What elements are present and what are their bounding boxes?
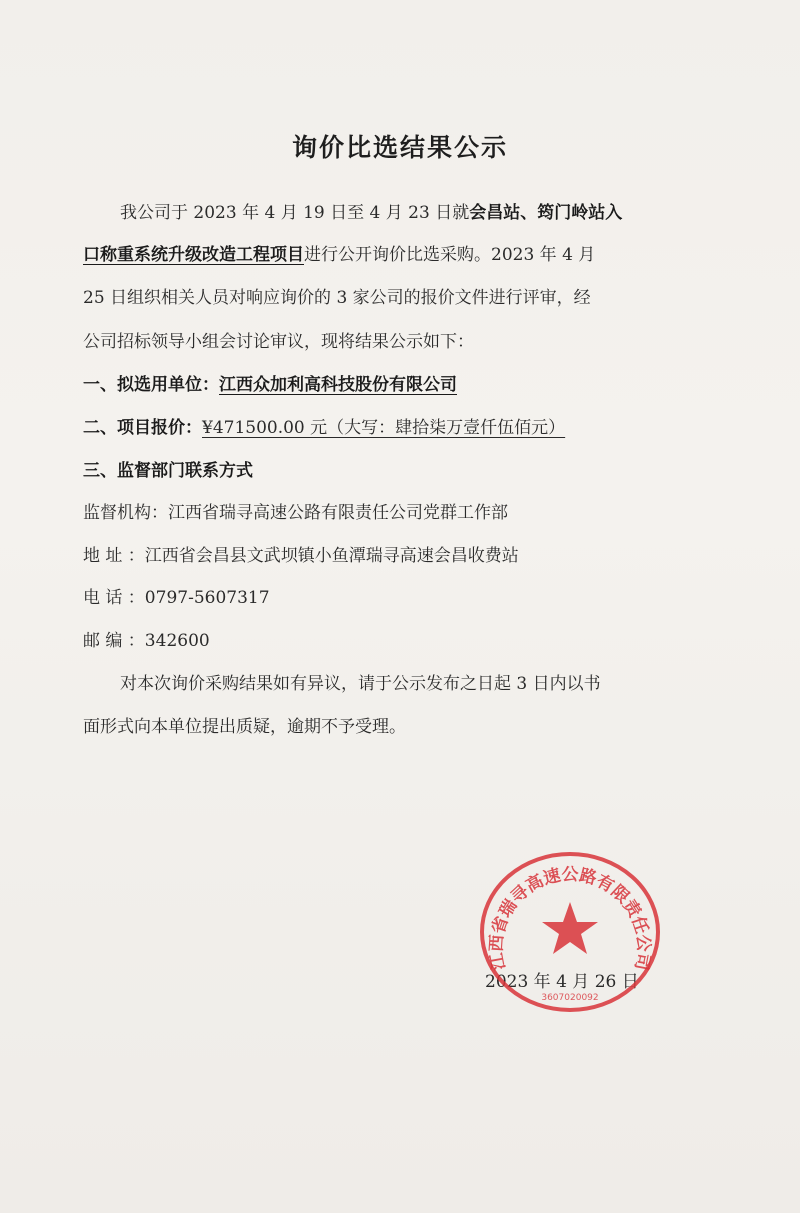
intro-line-1-text: 我公司于 2023 年 4 月 19 日至 4 月 23 日就 (120, 203, 470, 223)
document-title: 询价比选结果公示 (291, 133, 508, 162)
seal-text: 江西省瑞寻高速公路有限责任公司 (486, 865, 654, 972)
project-price-value: ¥471500.00 元（大写：肆拾柒万壹仟伍佰元） (202, 418, 566, 438)
objection-line-1: 对本次询价采购结果如有异议，请于公示发布之日起 3 日内以书 (120, 674, 601, 694)
seal-code: 3607020092 (541, 993, 599, 1003)
item2-label: 二、项目报价： (83, 418, 202, 438)
intro-line-2-text: 进行公开询价比选采购。2023 年 4 月 (304, 245, 596, 265)
intro-line-4: 公司招标领导小组会讨论审议，现将结果公示如下： (83, 332, 474, 352)
document-date: 2023 年 4 月 26 日 (485, 972, 639, 992)
selected-unit-name: 江西众加利高科技股份有限公司 (219, 375, 457, 395)
item-supervision-heading: 三、监督部门联系方式 (83, 461, 253, 481)
intro-line-2 (83, 240, 595, 265)
project-name-part-1: 会昌站、筠门岭站入 (469, 203, 623, 223)
intro-line-1 (120, 198, 622, 223)
company-seal-icon (475, 850, 665, 1015)
project-name-part-2: 口称重系统升级改造工程项目 (83, 245, 304, 265)
objection-line-2: 面形式向本单位提出质疑，逾期不予受理。 (83, 717, 406, 737)
contact-phone: 电 话 ：0797-5607317 (83, 588, 270, 608)
contact-postcode: 邮 编 ：342600 (83, 631, 210, 651)
item-selected-unit (83, 370, 457, 395)
contact-address: 地 址 ：江西省会昌县文武坝镇小鱼潭瑞寻高速会昌收费站 (83, 546, 519, 566)
item1-label: 一、拟选用单位： (83, 375, 219, 395)
intro-line-3: 25 日组织相关人员对响应询价的 3 家公司的报价文件进行评审，经 (83, 288, 591, 308)
contact-org: 监督机构：江西省瑞寻高速公路有限责任公司党群工作部 (83, 503, 508, 523)
item-project-price (83, 413, 565, 438)
